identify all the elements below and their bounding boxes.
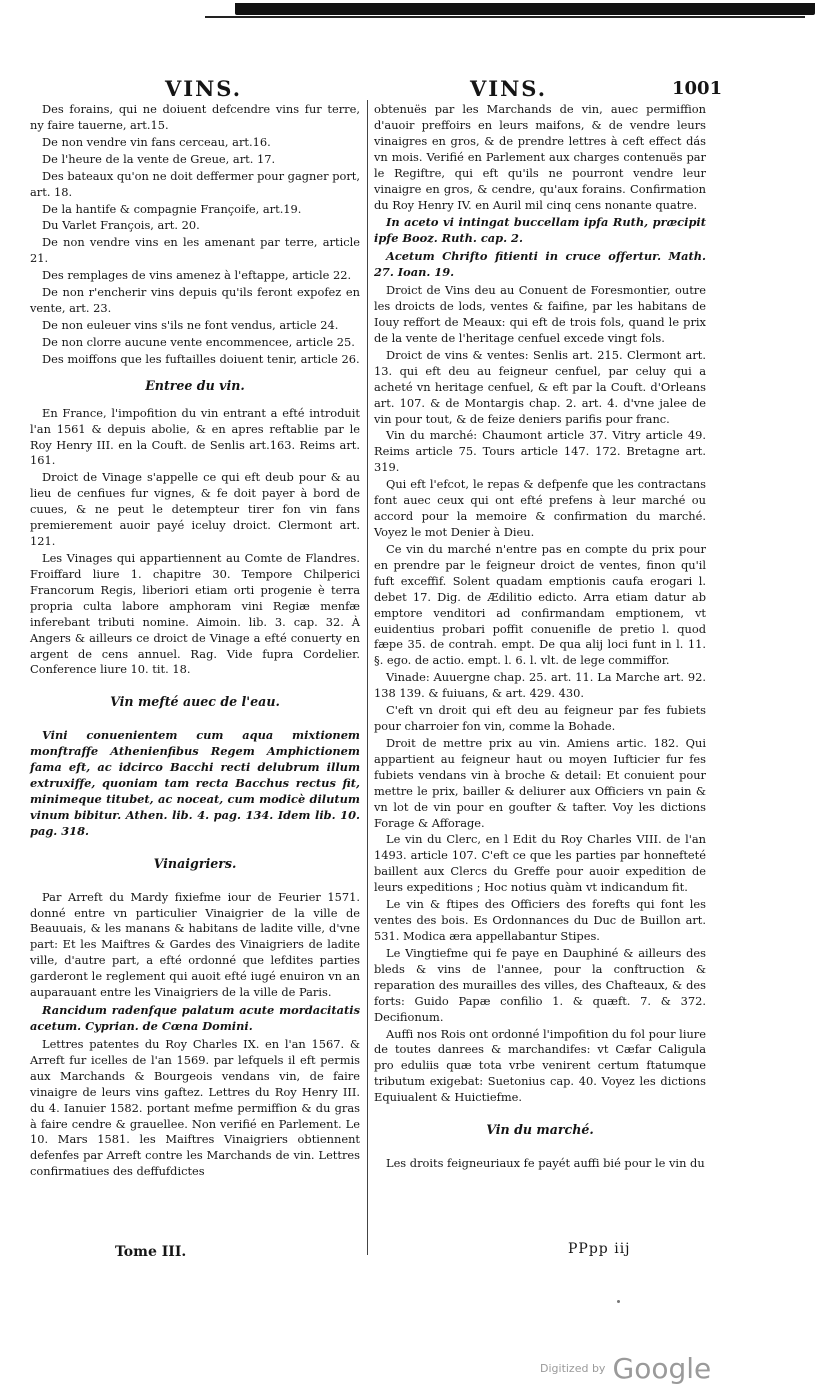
entry: Le vin & ftipes des Officiers des forefts qui font les ventes des bois. Es Ordonnances du Duc de Buillon art. 531. Modica æra appellabantur Stipes.: [374, 897, 706, 944]
entry: Par Arreft du Mardy fixiefme iour de Feurier 1571. donné entre vn particulier Vinaigrier de la ville de Beauuais, & les manans & habitans de ladite ville, d'vne part: Et les Maiftres & Gardes des Vinaigriers de ladite ville, d'autre part, a efté ordonné que lefdites parties garderont le reglement qui auoit efté iugé enuiron vn an auparauant entre les Vinaigriers de la ville de Paris.: [30, 889, 360, 1000]
entry: De l'heure de la vente de Greue, art. 17.: [42, 151, 276, 166]
entry: De non vendre vin fans cerceau, art.16.: [42, 134, 271, 149]
entry: Du Varlet François, art. 20.: [42, 218, 200, 233]
entry: Auffi nos Rois ont ordonné l'impofition du fol pour liure de toutes danrees & marchandifes: vt Cæfar Caligula pro eduliis quæ tota vrbe venirent certum ftatumque tributum exigebat: Suetonius cap. 40. Voyez les dictions Equiualent & Huictiefme.: [374, 1026, 706, 1105]
entry: Des bateaux qu'on ne doit deffermer pour gagner port, art. 18.: [30, 168, 360, 199]
latin-quotation: Vini conuenientem cum aqua mixtionem monftraffe Athenienfibus Regem Amphictionem fama eft, ac idcirco Bacchi recti delubrum illum extruxiffe, quoniam tam recta Bacchus rectus fit, minimeque titubet, ac noceat, cum modicè dilutum vinum bibitur. Athen. lib. 4. pag. 134. Idem lib. 10. pag. 318.: [30, 728, 360, 838]
entry: Le Vingtiefme qui fe paye en Dauphiné & ailleurs des bleds & vins de l'annee, pour la conftruction & reparation des murailles des villes, des Chafteaux, & des forts: Guido Papæ confilio 1. & quæft. 7. & 372. Decifionum.: [374, 945, 706, 1024]
top-edge-rule: [205, 16, 805, 18]
entry: Les droits feigneuriaux fe payét auffi bié pour le vin du: [386, 1156, 705, 1171]
top-edge-ink-bar: [235, 3, 815, 15]
entry: Ce vin du marché n'entre pas en compte du prix pour en prendre par le feigneur droict de ventes, finon qu'il fuft exceffif. Solent quadam emptionis caufa erogari l. debet 17. Dig. de Ædilitio edicto. Arra etiam datur ab emptore venditori ad confirmandam emptionem, vt euidentius probari poffit conuenifle de pretio l. quod fæpe 35. de contrah. empt. De qua alij loci funt in l. 11. §. ego. de actio. empt. l. 6. l. vlt. de lege commiffor.: [374, 541, 706, 668]
section-heading: Vin du marché.: [486, 1122, 594, 1138]
google-logo: Google: [612, 1352, 712, 1385]
section-heading: Vinaigriers.: [153, 855, 237, 871]
entry: Droict de Vinage s'appelle ce qui eft deub pour & au lieu de cenfiues fur vignes, & fe doit payer à bord de cuues, & ne peut le detempteur tirer fon vin fans premierement auoir payé iceluy droict. Clermont art. 121.: [30, 470, 360, 549]
right-column: [374, 102, 706, 1173]
entry: Droit de mettre prix au vin. Amiens artic. 182. Qui appartient au feigneur haut ou moyen Iufticier fur fes fubiets vendans vin à broche & detail: Et conuient pour mettre le prix, bailler & deliurer aux Officiers vn pain & vn lot de vin pour en goufter & tafter. Voy les dictions Forage & Afforage.: [374, 735, 706, 830]
latin-quotation: Rancidum radenfque palatum acute mordacitatis acetum. Cyprian. de Cœna Domini.: [30, 1003, 360, 1034]
latin-quotation: Acetum Chrifto fitienti in cruce offertur. Math. 27. Ioan. 19.: [374, 249, 706, 280]
entry: De non vendre vins en les amenant par terre, article 21.: [30, 235, 360, 266]
section-heading: Vin mefté auec de l'eau.: [110, 694, 280, 710]
section-heading: Entree du vin.: [145, 377, 245, 393]
entry: En France, l'impofition du vin entrant a efté introduit l'an 1561 & depuis abolie, & en apres reftablie par le Roy Henry III. en la Couft. de Senlis art.163. Reims art. 161.: [30, 405, 360, 468]
watermark-prefix: Digitized by: [540, 1362, 606, 1375]
page-number: 1001: [672, 78, 723, 99]
running-head-left: VINS.: [165, 76, 243, 101]
digitized-watermark: [540, 1352, 711, 1385]
entry: Le vin du Clerc, en l Edit du Roy Charles VIII. de l'an 1493. article 107. C'eft ce que les parties par honnefteté baillent aux Clercs du Greffe pour auoir expedition de leurs expeditions ; Hoc notius quàm vt indicandum fit.: [374, 832, 706, 895]
entry: Vin du marché: Chaumont article 37. Vitry article 49. Reims article 75. Tours article 147. 172. Bretagne art. 319.: [374, 428, 706, 475]
column-divider: [367, 100, 368, 1255]
entry: De non r'encherir vins depuis qu'ils feront expofez en vente, art. 23.: [30, 285, 360, 316]
signature-mark: PPpp iij: [568, 1241, 631, 1257]
entry: De non clorre aucune vente encommencee, article 25.: [42, 334, 355, 349]
entry: De non euleuer vins s'ils ne font vendus, article 24.: [42, 317, 339, 332]
latin-quotation: In aceto vi intingat buccellam ipfa Ruth, præcipit ipfe Booz. Ruth. cap. 2.: [374, 215, 706, 246]
entry: Droict de vins & ventes: Senlis art. 215. Clermont art. 13. qui eft deu au feigneur cenfuel, par celuy qui a acheté vn heritage cenfuel, & eft par la Couft. d'Orleans art. 107. & de Montargis chap. 2. art. 4. d'vne jalee de vin pour tout, & de feize deniers parifis pour franc.: [374, 347, 706, 426]
entry: Droict de Vins deu au Conuent de Foresmontier, outre les droicts de lods, ventes & faifine, par les habitans de Iouy reffort de Meaux: qui eft de trois fols, quand le prix de la vente de l'heritage cenfuel excede vingt fols.: [374, 283, 706, 345]
entry: C'eft vn droit qui eft deu au feigneur par fes fubiets pour charroier fon vin, comme la Bohade.: [374, 703, 706, 734]
entry: Les Vinages qui appartiennent au Comte de Flandres. Froiffard liure 1. chapitre 30. Tempore Chilperici Francorum Regis, liberiori etiam orti progenie è terra propria culta labore amphoram vini Regiæ menfæ inferebant tributi nomine. Aimoin. lib. 3. cap. 32. À Angers & ailleurs ce droict de Vinage a efté conuerty en argent de cens annuel. Rag. Vide fupra Cordelier. Conference liure 10. tit. 18.: [30, 550, 360, 677]
entry: De la hantife & compagnie Françoife, art.19.: [42, 201, 302, 216]
entry: obtenuës par les Marchands de vin, auec permiffion d'auoir preffoirs en leurs maifons, & de vendre leurs vinaigres en gros, & de prendre lettres à ceft effect dás vn mois. Verifié en Parlement aux charges contenuës par le Regiftre, qui eft qu'ils ne pourront vendre leur vinaigre en gros, & cendre, qu'aux forains. Confirmation du Roy Henry IV. en Auril mil cinq cens nonante quatre.: [374, 102, 706, 212]
entry: Vinade: Auuergne chap. 25. art. 11. La Marche art. 92. 138 139. & fuiuans, & art. 429. 430.: [374, 670, 706, 701]
entry: Des remplages de vins amenez à l'eftappe, article 22.: [42, 268, 352, 283]
left-column: [30, 102, 360, 1181]
running-head-right: VINS.: [470, 76, 548, 101]
volume-label: Tome III.: [115, 1244, 187, 1260]
ink-speck: [617, 1300, 620, 1303]
entry: Qui eft l'efcot, le repas & defpenfe que les contractans font auec ceux qui ont efté prefens à leur marché ou accord pour la memoire & confirmation du marché. Voyez le mot Denier à Dieu.: [374, 477, 706, 539]
entry: Lettres patentes du Roy Charles IX. en l'an 1567. & Arreft fur icelles de l'an 1569. par lefquels il eft permis aux Marchands & Bourgeois vendans vin, de faire vinaigre de leurs vins gaftez. Lettres du Roy Henry III. du 4. Ianuier 1582. portant mefme permiffion & du gras à faire cendre & grauellee. Non verifié en Parlement. Le 10. Mars 1581. les Maiftres Vinaigriers obtiennent defenfes par Arreft contre les Marchands de vin. Lettres confirmatiues des deffufdictes: [30, 1036, 360, 1179]
entry: Des moiffons que les fuftailles doiuent tenir, article 26.: [42, 351, 360, 366]
entry: Des forains, qui ne doiuent defcendre vins fur terre, ny faire tauerne, art.15.: [30, 102, 360, 132]
